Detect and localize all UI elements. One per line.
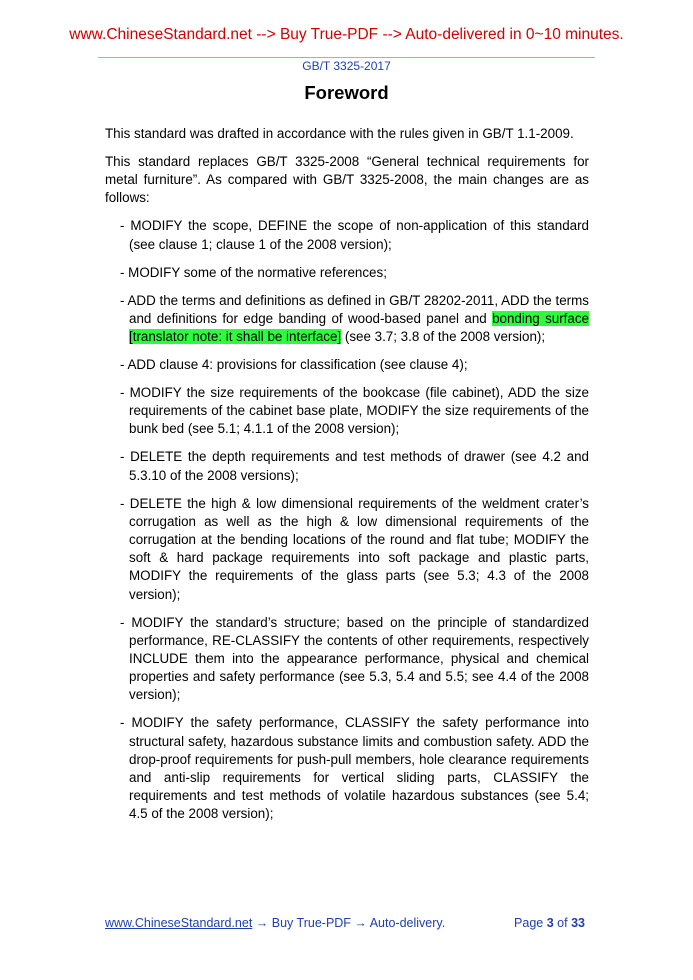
list-item-text: - ADD the terms and definitions as defined in GB/T 28202-2011, ADD the terms and definitions for edge banding of wood-based panel and: [120, 292, 589, 326]
list-item: - MODIFY the scope, DEFINE the scope of non-application of this standard (see clause 1; clause 1 of the 2008 version);: [120, 218, 589, 252]
list-item: - MODIFY some of the normative references;: [120, 264, 387, 280]
translator-note-highlight: bonding surface [translator note: it shall be interface]: [129, 310, 589, 345]
standard-code-header: GB/T 3325-2017: [302, 59, 391, 73]
top-banner[interactable]: [0, 26, 693, 73]
page-number: [514, 916, 585, 930]
list-item: [105, 292, 589, 347]
footer-site-link[interactable]: www.ChineseStandard.net: [105, 916, 253, 930]
current-page: 3: [546, 916, 554, 930]
of-label: of: [557, 916, 568, 930]
banner-text[interactable]: www.ChineseStandard.net --> Buy True-PDF --> Auto-delivered in 0~10 minutes.: [69, 26, 624, 43]
footer-link[interactable]: [105, 916, 445, 930]
list-item: - DELETE the high & low dimensional requirements of the weldment crater’s corrugation as well as the high & low dimensional requirements of the corrugation at the bending locations of the round and flat tube; MODIFY the soft & hard package requirements into soft package and plastic parts, MODIFY the requirements of the glass parts (see 5.3; 4.3 of the 2008 version);: [120, 495, 589, 602]
changes-list: [105, 217, 589, 823]
page-label: Page: [514, 916, 544, 930]
page-title: Foreword: [304, 82, 389, 103]
list-item: - DELETE the depth requirements and test methods of drawer (see 4.2 and 5.3.10 of the 2008 versions);: [120, 449, 589, 483]
list-item: - MODIFY the size requirements of the bookcase (file cabinet), ADD the size requirements of the cabinet base plate, MODIFY the size requirements of the bunk bed (see 5.1; 4.1.1 of the 2008 version);: [120, 385, 589, 437]
paragraph-replacement: This standard replaces GB/T 3325-2008 “General technical requirements for metal furniture”. As compared with GB/T 3325-2008, the main changes are as follows:: [105, 154, 589, 206]
list-item: - ADD clause 4: provisions for classification (see clause 4);: [120, 357, 468, 373]
header-divider: [98, 57, 595, 58]
paragraph-drafting-rules: This standard was drafted in accordance with the rules given in GB/T 1.1-2009.: [105, 126, 574, 141]
footer-tagline: → Buy True-PDF → Auto-delivery.: [252, 916, 446, 930]
total-pages: 33: [571, 916, 585, 930]
foreword-body: [105, 125, 589, 833]
list-item: - MODIFY the standard’s structure; based on the principle of standardized performance, RE-CLASSIFY the contents of other requirements, respectively INCLUDE them into the appearance performance, physical and chemical properties and safety performance (see 5.3, 5.4 and 5.5; see 4.4 of the 2008 version);: [120, 614, 589, 703]
list-item-text: (see 3.7; 3.8 of the 2008 version);: [341, 329, 546, 345]
list-item: - MODIFY the safety performance, CLASSIFY the safety performance into structural safety, hazardous substance limits and combustion safety. ADD the drop-proof requirements for push-pull members, hole clearance requirements and anti-slip requirements for vertical sliding parts, CLASSIFY the requirements and test methods of volatile hazardous substances (see 5.4; 4.5 of the 2008 version);: [120, 715, 589, 822]
